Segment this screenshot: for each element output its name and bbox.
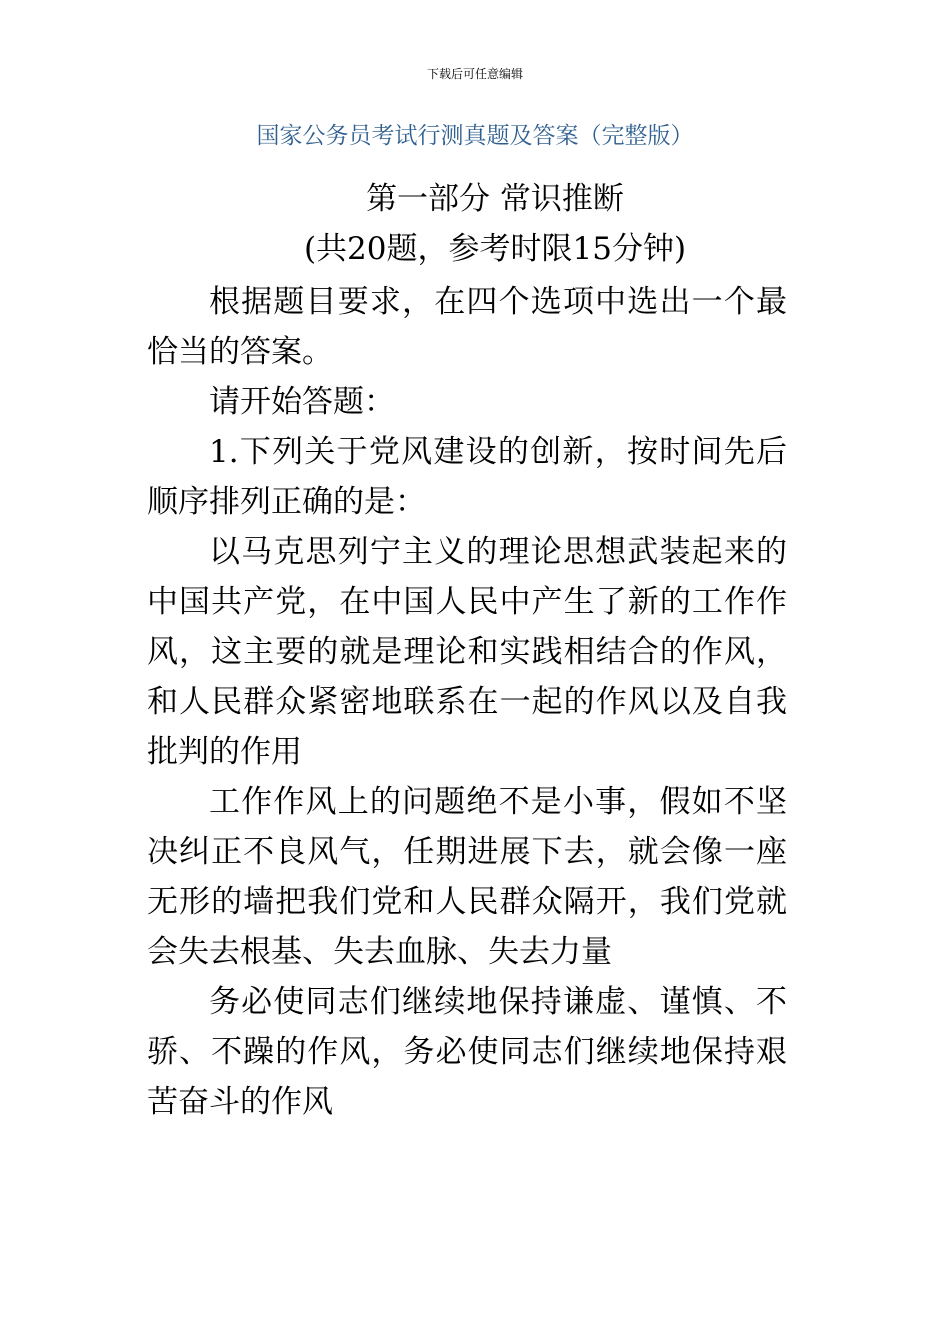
header-note: 下载后可任意编辑 [426,67,523,81]
statement-paragraph: 工作作风上的问题绝不是小事，假如不坚决纠正不良风气，任期进展下去，就会像一座无形的墙把我们党和人民群众隔开，我们党就会失去根基、失去血脉、失去力量 [147,784,787,970]
document-title: 国家公务员考试行测真题及答案（完整版） [256,123,694,149]
section-heading: 第一部分 常识推断 [366,181,624,217]
document-body [147,277,787,1127]
question-1: 1.下列关于党风建设的创新，按时间先后顺序排列正确的是： [147,434,787,520]
statement-paragraph: 以马克思列宁主义的理论思想武装起来的中国共产党，在中国人民中产生了新的工作作风，这主要的就是理论和实践相结合的作风，和人民群众紧密地联系在一起的作风以及自我批判的作用 [147,534,787,770]
start-prompt: 请开始答题： [209,384,395,420]
instruction-paragraph: 根据题目要求，在四个选项中选出一个最恰当的答案。 [147,284,787,370]
statement-paragraph: 务必使同志们继续地保持谦虚、谨慎、不骄、不躁的作风，务必使同志们继续地保持艰苦奋斗的作风 [147,984,787,1120]
section-subheading: (共20题，参考时限15分钟) [303,231,687,267]
